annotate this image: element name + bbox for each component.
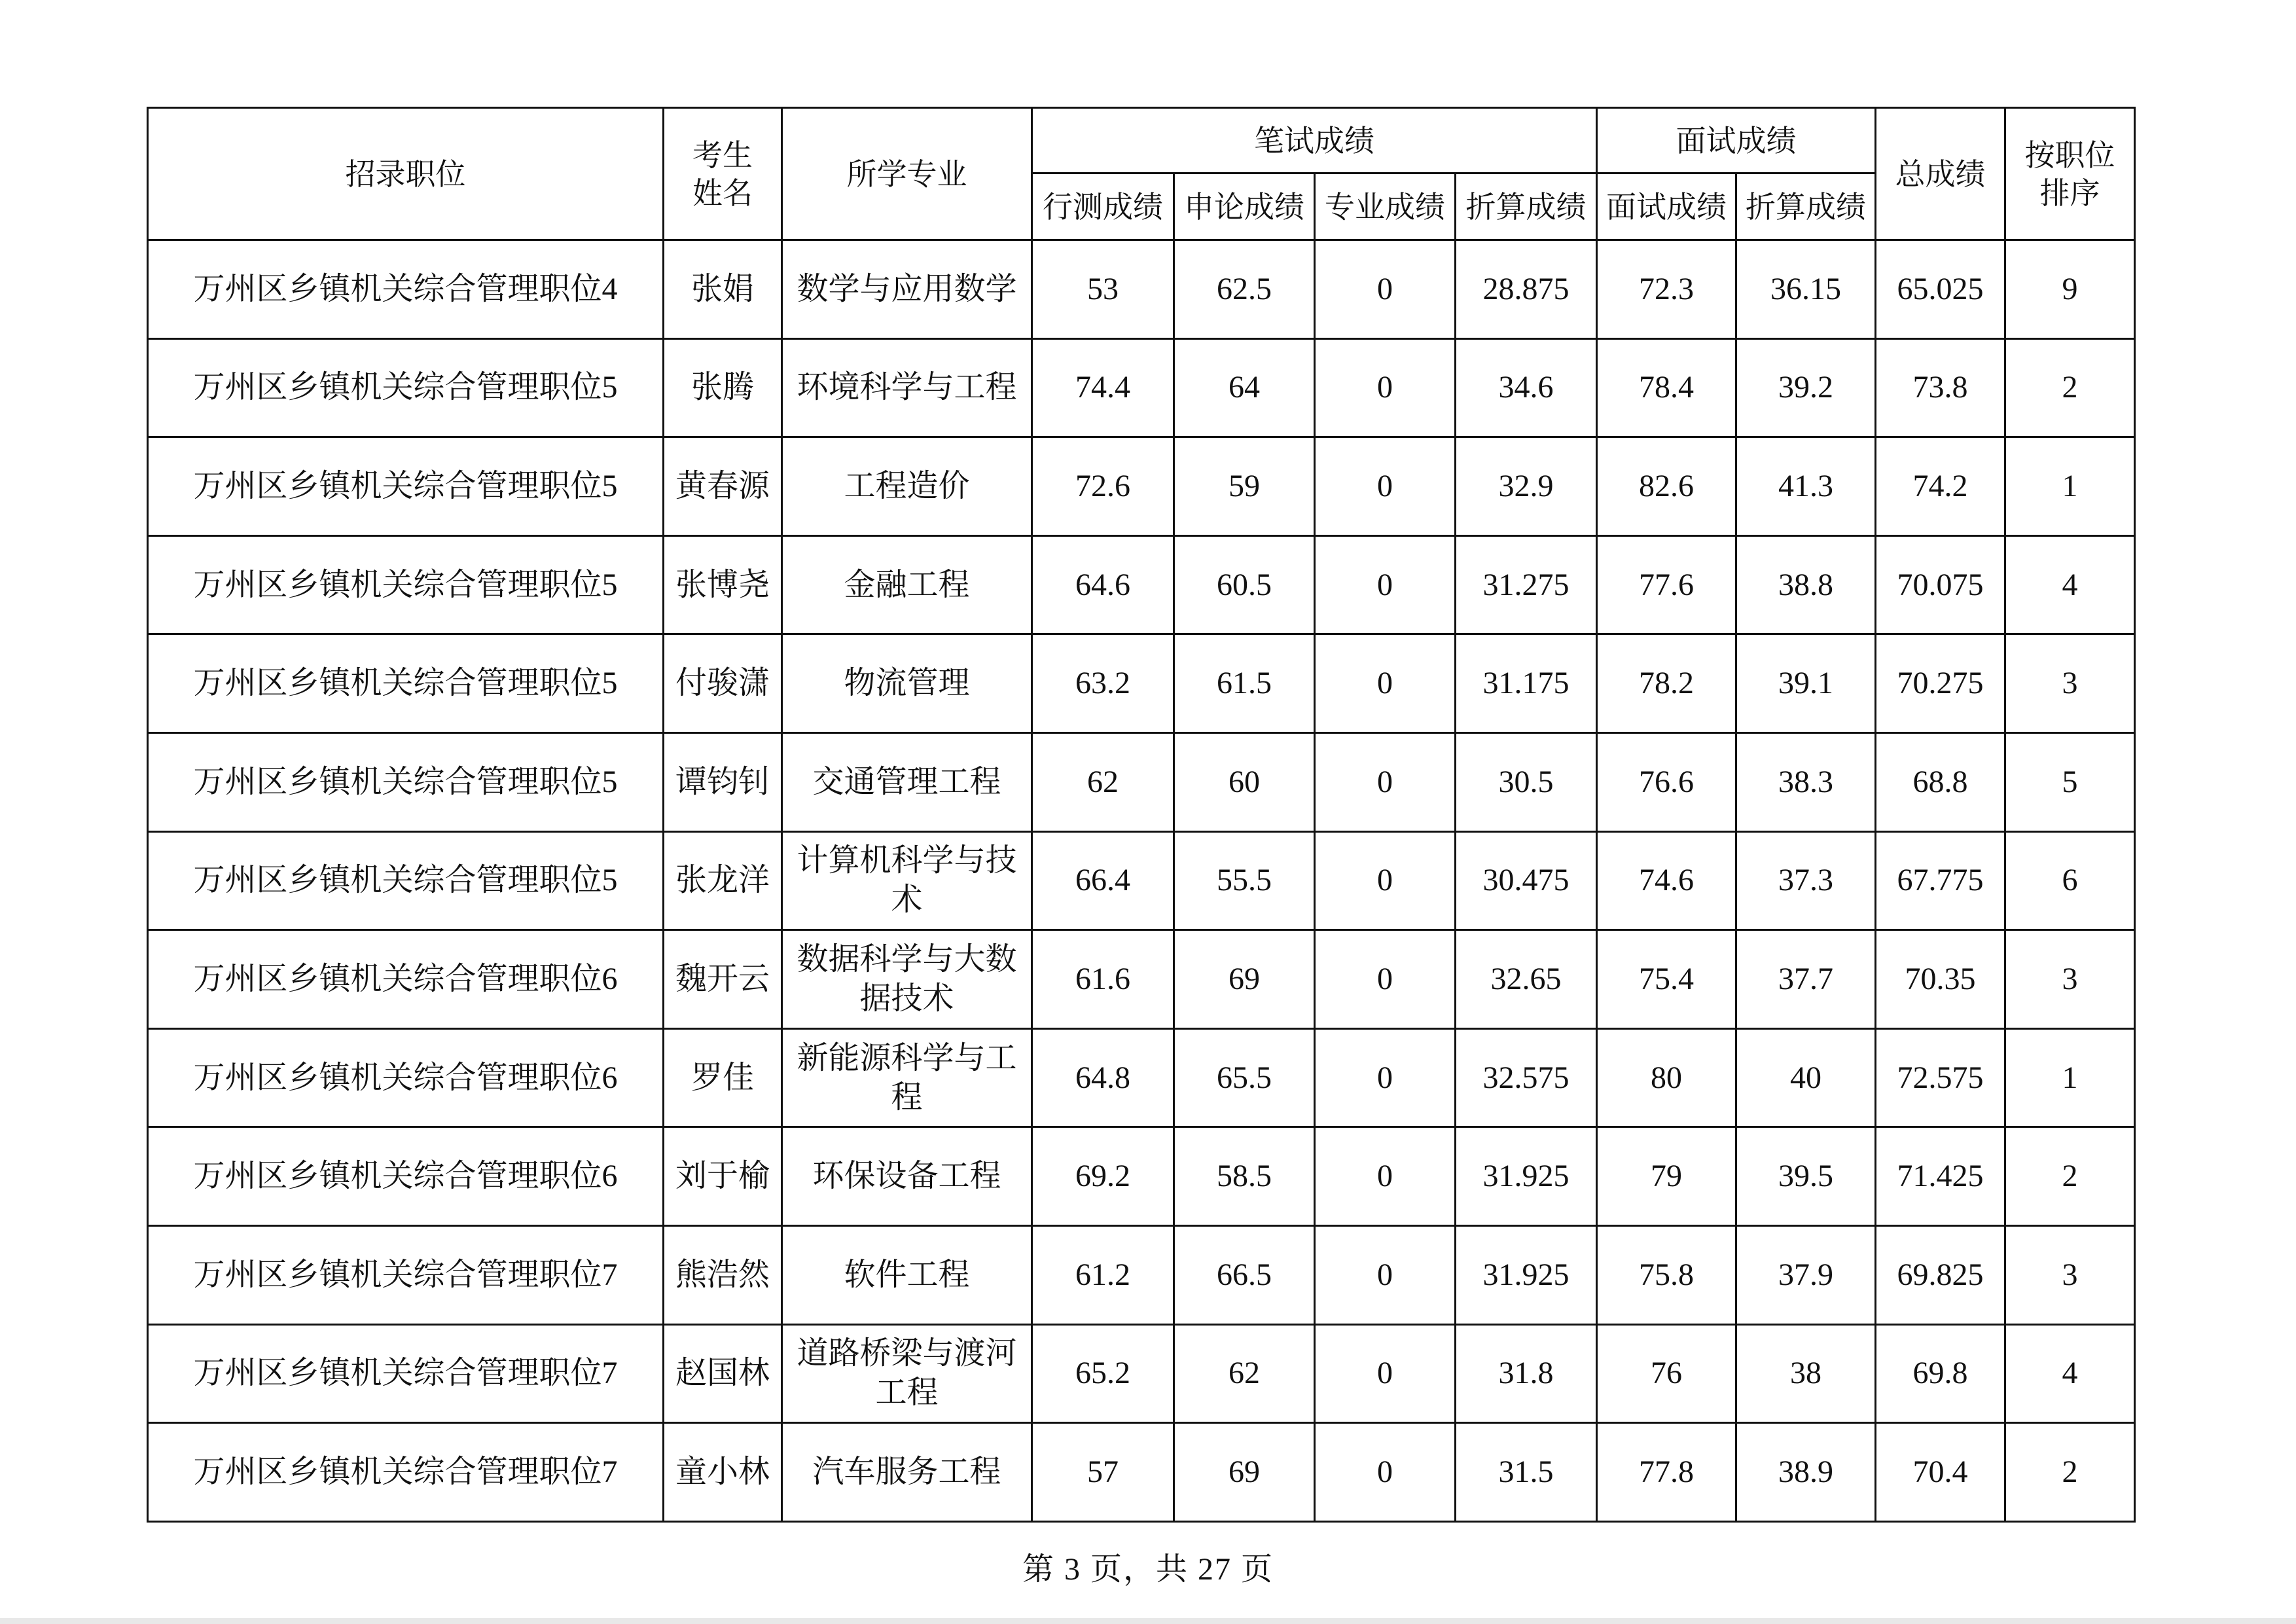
cell-rank: 2 bbox=[2005, 1423, 2135, 1522]
cell-interview: 77.6 bbox=[1597, 535, 1736, 634]
cell-major: 道路桥梁与渡河工程 bbox=[782, 1324, 1032, 1423]
cell-position: 万州区乡镇机关综合管理职位7 bbox=[148, 1423, 664, 1522]
table-row bbox=[148, 634, 2135, 733]
table-row bbox=[148, 535, 2135, 634]
score-table bbox=[147, 107, 2136, 1523]
cell-position: 万州区乡镇机关综合管理职位5 bbox=[148, 732, 664, 831]
table-row bbox=[148, 240, 2135, 339]
cell-interview-converted: 38.3 bbox=[1736, 732, 1876, 831]
cell-total: 72.575 bbox=[1876, 1028, 2005, 1127]
header-interview-converted: 折算成绩 bbox=[1736, 173, 1876, 240]
cell-xingce: 72.6 bbox=[1032, 437, 1174, 536]
cell-professional: 0 bbox=[1315, 1324, 1456, 1423]
header-position: 招录职位 bbox=[148, 108, 664, 240]
cell-professional: 0 bbox=[1315, 732, 1456, 831]
page-footer bbox=[0, 1543, 2296, 1589]
cell-written-converted: 32.575 bbox=[1456, 1028, 1597, 1127]
cell-professional: 0 bbox=[1315, 1225, 1456, 1324]
cell-total: 71.425 bbox=[1876, 1127, 2005, 1226]
cell-major: 物流管理 bbox=[782, 634, 1032, 733]
cell-xingce: 66.4 bbox=[1032, 831, 1174, 930]
cell-position: 万州区乡镇机关综合管理职位6 bbox=[148, 930, 664, 1029]
cell-shenlun: 59 bbox=[1174, 437, 1315, 536]
cell-shenlun: 69 bbox=[1174, 1423, 1315, 1522]
cell-shenlun: 60 bbox=[1174, 732, 1315, 831]
header-major: 所学专业 bbox=[782, 108, 1032, 240]
cell-xingce: 61.2 bbox=[1032, 1225, 1174, 1324]
table-row bbox=[148, 338, 2135, 437]
cell-major: 新能源科学与工程 bbox=[782, 1028, 1032, 1127]
table-row bbox=[148, 1127, 2135, 1226]
header-interview-group: 面试成绩 bbox=[1597, 108, 1876, 173]
cell-position: 万州区乡镇机关综合管理职位6 bbox=[148, 1028, 664, 1127]
cell-name: 魏开云 bbox=[664, 930, 782, 1029]
cell-professional: 0 bbox=[1315, 535, 1456, 634]
cell-interview: 75.4 bbox=[1597, 930, 1736, 1029]
cell-interview: 77.8 bbox=[1597, 1423, 1736, 1522]
cell-written-converted: 34.6 bbox=[1456, 338, 1597, 437]
cell-interview-converted: 36.15 bbox=[1736, 240, 1876, 339]
cell-total: 69.825 bbox=[1876, 1225, 2005, 1324]
header-name: 考生姓名 bbox=[664, 108, 782, 240]
cell-professional: 0 bbox=[1315, 1028, 1456, 1127]
cell-total: 70.35 bbox=[1876, 930, 2005, 1029]
cell-shenlun: 69 bbox=[1174, 930, 1315, 1029]
header-rank: 按职位排序 bbox=[2005, 108, 2135, 240]
cell-xingce: 53 bbox=[1032, 240, 1174, 339]
cell-interview-converted: 39.2 bbox=[1736, 338, 1876, 437]
cell-position: 万州区乡镇机关综合管理职位5 bbox=[148, 634, 664, 733]
cell-position: 万州区乡镇机关综合管理职位4 bbox=[148, 240, 664, 339]
cell-interview-converted: 39.1 bbox=[1736, 634, 1876, 733]
header-written-converted: 折算成绩 bbox=[1456, 173, 1597, 240]
cell-major: 汽车服务工程 bbox=[782, 1423, 1032, 1522]
cell-name: 张博尧 bbox=[664, 535, 782, 634]
cell-interview-converted: 38.9 bbox=[1736, 1423, 1876, 1522]
cell-interview: 82.6 bbox=[1597, 437, 1736, 536]
cell-major: 工程造价 bbox=[782, 437, 1032, 536]
cell-interview-converted: 38.8 bbox=[1736, 535, 1876, 634]
cell-interview: 79 bbox=[1597, 1127, 1736, 1226]
cell-name: 张腾 bbox=[664, 338, 782, 437]
cell-major: 环境科学与工程 bbox=[782, 338, 1032, 437]
header-written-group: 笔试成绩 bbox=[1032, 108, 1597, 173]
cell-interview: 72.3 bbox=[1597, 240, 1736, 339]
cell-written-converted: 32.9 bbox=[1456, 437, 1597, 536]
cell-rank: 3 bbox=[2005, 634, 2135, 733]
table-row bbox=[148, 1423, 2135, 1522]
cell-total: 70.4 bbox=[1876, 1423, 2005, 1522]
cell-professional: 0 bbox=[1315, 1127, 1456, 1226]
cell-xingce: 69.2 bbox=[1032, 1127, 1174, 1226]
cell-xingce: 57 bbox=[1032, 1423, 1174, 1522]
cell-position: 万州区乡镇机关综合管理职位5 bbox=[148, 535, 664, 634]
cell-rank: 3 bbox=[2005, 1225, 2135, 1324]
cell-name: 罗佳 bbox=[664, 1028, 782, 1127]
cell-professional: 0 bbox=[1315, 437, 1456, 536]
cell-rank: 3 bbox=[2005, 930, 2135, 1029]
cell-professional: 0 bbox=[1315, 338, 1456, 437]
cell-xingce: 64.6 bbox=[1032, 535, 1174, 634]
cell-total: 70.275 bbox=[1876, 634, 2005, 733]
table-row bbox=[148, 437, 2135, 536]
cell-rank: 2 bbox=[2005, 338, 2135, 437]
cell-written-converted: 31.925 bbox=[1456, 1225, 1597, 1324]
cell-written-converted: 31.175 bbox=[1456, 634, 1597, 733]
cell-xingce: 62 bbox=[1032, 732, 1174, 831]
cell-rank: 4 bbox=[2005, 535, 2135, 634]
cell-interview: 78.4 bbox=[1597, 338, 1736, 437]
cell-interview-converted: 38 bbox=[1736, 1324, 1876, 1423]
cell-xingce: 65.2 bbox=[1032, 1324, 1174, 1423]
cell-name: 黄春源 bbox=[664, 437, 782, 536]
cell-rank: 1 bbox=[2005, 437, 2135, 536]
cell-major: 计算机科学与技术 bbox=[782, 831, 1032, 930]
cell-total: 74.2 bbox=[1876, 437, 2005, 536]
page-number-text: 第 3 页，共 27 页 bbox=[1022, 1552, 1274, 1587]
cell-major: 数据科学与大数据技术 bbox=[782, 930, 1032, 1029]
cell-shenlun: 61.5 bbox=[1174, 634, 1315, 733]
cell-shenlun: 55.5 bbox=[1174, 831, 1315, 930]
cell-name: 熊浩然 bbox=[664, 1225, 782, 1324]
cell-position: 万州区乡镇机关综合管理职位5 bbox=[148, 437, 664, 536]
table-row bbox=[148, 1225, 2135, 1324]
cell-xingce: 63.2 bbox=[1032, 634, 1174, 733]
cell-rank: 1 bbox=[2005, 1028, 2135, 1127]
table-header bbox=[148, 108, 2135, 240]
cell-name: 童小林 bbox=[664, 1423, 782, 1522]
cell-interview-converted: 37.9 bbox=[1736, 1225, 1876, 1324]
cell-name: 付骏潇 bbox=[664, 634, 782, 733]
header-shenlun: 申论成绩 bbox=[1174, 173, 1315, 240]
cell-professional: 0 bbox=[1315, 240, 1456, 339]
table-row bbox=[148, 831, 2135, 930]
cell-position: 万州区乡镇机关综合管理职位7 bbox=[148, 1324, 664, 1423]
header-professional: 专业成绩 bbox=[1315, 173, 1456, 240]
cell-written-converted: 31.925 bbox=[1456, 1127, 1597, 1226]
cell-position: 万州区乡镇机关综合管理职位5 bbox=[148, 831, 664, 930]
cell-total: 65.025 bbox=[1876, 240, 2005, 339]
cell-xingce: 61.6 bbox=[1032, 930, 1174, 1029]
cell-shenlun: 60.5 bbox=[1174, 535, 1315, 634]
cell-shenlun: 64 bbox=[1174, 338, 1315, 437]
cell-rank: 6 bbox=[2005, 831, 2135, 930]
cell-interview: 76.6 bbox=[1597, 732, 1736, 831]
cell-professional: 0 bbox=[1315, 634, 1456, 733]
cell-rank: 4 bbox=[2005, 1324, 2135, 1423]
cell-interview: 80 bbox=[1597, 1028, 1736, 1127]
cell-interview: 74.6 bbox=[1597, 831, 1736, 930]
cell-shenlun: 66.5 bbox=[1174, 1225, 1315, 1324]
cell-total: 70.075 bbox=[1876, 535, 2005, 634]
cell-interview-converted: 37.7 bbox=[1736, 930, 1876, 1029]
cell-shenlun: 65.5 bbox=[1174, 1028, 1315, 1127]
table-row bbox=[148, 732, 2135, 831]
cell-shenlun: 62.5 bbox=[1174, 240, 1315, 339]
cell-written-converted: 30.5 bbox=[1456, 732, 1597, 831]
cell-major: 软件工程 bbox=[782, 1225, 1032, 1324]
cell-interview-converted: 41.3 bbox=[1736, 437, 1876, 536]
cell-interview: 75.8 bbox=[1597, 1225, 1736, 1324]
cell-name: 张娟 bbox=[664, 240, 782, 339]
cell-major: 数学与应用数学 bbox=[782, 240, 1032, 339]
cell-interview: 78.2 bbox=[1597, 634, 1736, 733]
cell-written-converted: 31.8 bbox=[1456, 1324, 1597, 1423]
cell-xingce: 74.4 bbox=[1032, 338, 1174, 437]
cell-written-converted: 28.875 bbox=[1456, 240, 1597, 339]
cell-name: 谭钧钊 bbox=[664, 732, 782, 831]
cell-interview-converted: 39.5 bbox=[1736, 1127, 1876, 1226]
cell-major: 交通管理工程 bbox=[782, 732, 1032, 831]
header-xingce: 行测成绩 bbox=[1032, 173, 1174, 240]
header-total: 总成绩 bbox=[1876, 108, 2005, 240]
cell-rank: 2 bbox=[2005, 1127, 2135, 1226]
cell-professional: 0 bbox=[1315, 930, 1456, 1029]
cell-position: 万州区乡镇机关综合管理职位5 bbox=[148, 338, 664, 437]
cell-rank: 9 bbox=[2005, 240, 2135, 339]
cell-interview-converted: 37.3 bbox=[1736, 831, 1876, 930]
cell-name: 张龙洋 bbox=[664, 831, 782, 930]
page-bottom-band bbox=[0, 1618, 2296, 1624]
cell-total: 69.8 bbox=[1876, 1324, 2005, 1423]
table-row bbox=[148, 1028, 2135, 1127]
cell-name: 赵国林 bbox=[664, 1324, 782, 1423]
cell-shenlun: 58.5 bbox=[1174, 1127, 1315, 1226]
cell-interview-converted: 40 bbox=[1736, 1028, 1876, 1127]
cell-shenlun: 62 bbox=[1174, 1324, 1315, 1423]
cell-written-converted: 30.475 bbox=[1456, 831, 1597, 930]
cell-xingce: 64.8 bbox=[1032, 1028, 1174, 1127]
cell-professional: 0 bbox=[1315, 831, 1456, 930]
cell-written-converted: 31.275 bbox=[1456, 535, 1597, 634]
table-row bbox=[148, 930, 2135, 1029]
table-body bbox=[148, 240, 2135, 1522]
cell-total: 73.8 bbox=[1876, 338, 2005, 437]
cell-total: 68.8 bbox=[1876, 732, 2005, 831]
header-interview-score: 面试成绩 bbox=[1597, 173, 1736, 240]
cell-major: 金融工程 bbox=[782, 535, 1032, 634]
cell-position: 万州区乡镇机关综合管理职位7 bbox=[148, 1225, 664, 1324]
cell-professional: 0 bbox=[1315, 1423, 1456, 1522]
cell-position: 万州区乡镇机关综合管理职位6 bbox=[148, 1127, 664, 1226]
cell-total: 67.775 bbox=[1876, 831, 2005, 930]
table-row bbox=[148, 1324, 2135, 1423]
cell-rank: 5 bbox=[2005, 732, 2135, 831]
cell-name: 刘于榆 bbox=[664, 1127, 782, 1226]
cell-written-converted: 32.65 bbox=[1456, 930, 1597, 1029]
cell-interview: 76 bbox=[1597, 1324, 1736, 1423]
cell-major: 环保设备工程 bbox=[782, 1127, 1032, 1226]
cell-written-converted: 31.5 bbox=[1456, 1423, 1597, 1522]
